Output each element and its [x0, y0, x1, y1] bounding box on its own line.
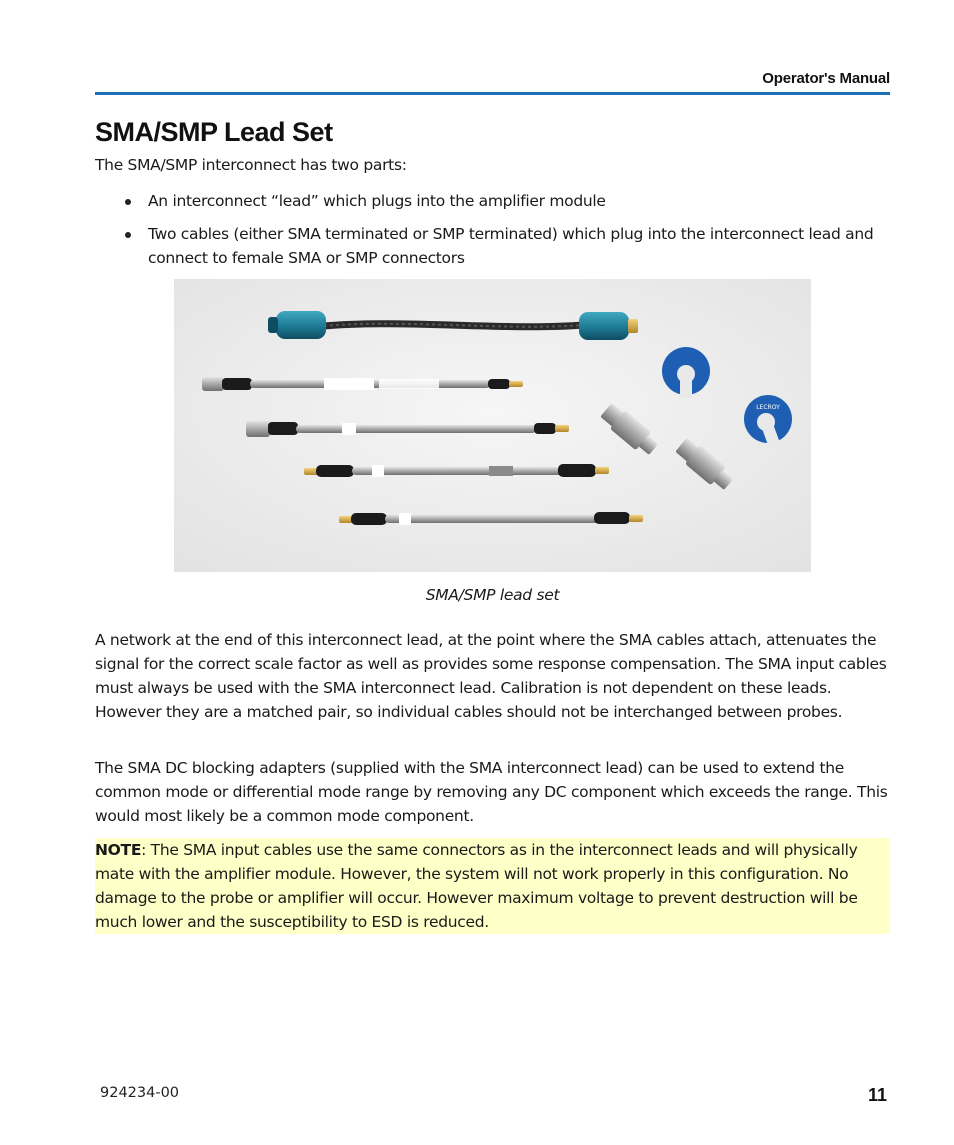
note-label: NOTE — [95, 841, 142, 859]
section-title: SMA/SMP Lead Set — [95, 117, 333, 147]
bullet-item — [122, 189, 892, 213]
note-text — [95, 838, 890, 934]
figure-caption: SMA/SMP lead set — [425, 586, 560, 604]
bullet-dot-icon — [125, 232, 131, 238]
bullet-dot-icon — [125, 199, 131, 205]
bullet-item — [122, 222, 892, 270]
bullet-list — [122, 189, 892, 279]
bullet-text: An interconnect “lead” which plugs into the amplifier module — [148, 192, 606, 210]
note-box — [95, 838, 890, 934]
document-number: 924234-00 — [100, 1085, 180, 1101]
note-body: : The SMA input cables use the same connectors as in the interconnect leads and will physically mate with the amplifier module. However, the system will not work properly in this configuration. No damage to the probe or amplifier will occur. However maximum voltage to prevent destruction will be much lower and the susceptibility to ESD is reduced. — [95, 841, 858, 931]
bullet-text: Two cables (either SMA terminated or SMP terminated) which plug into the interconnect lead and connect to female SMA or SMP connectors — [148, 225, 874, 267]
body-paragraph: The SMA DC blocking adapters (supplied with the SMA interconnect lead) can be used to extend the common mode or differential mode range by removing any DC component which exceeds the range. This would most likely be a common mode component. — [95, 759, 888, 825]
intro-text: The SMA/SMP interconnect has two parts: — [95, 156, 407, 174]
lead-set-photo — [174, 279, 811, 572]
running-header: Operator's Manual — [762, 70, 890, 87]
body-paragraph: A network at the end of this interconnect lead, at the point where the SMA cables attach, attenuates the signal for the correct scale factor as well as provides some response compensation. The SMA input cables must always be used with the SMA interconnect lead. Calibration is not dependent on these leads. However they are a matched pair, so individual cables should not be interchanged between probes. — [95, 631, 887, 721]
svg-text:LECROY: LECROY — [756, 404, 780, 411]
page-number: 11 — [867, 1085, 887, 1105]
header-rule — [95, 92, 890, 95]
